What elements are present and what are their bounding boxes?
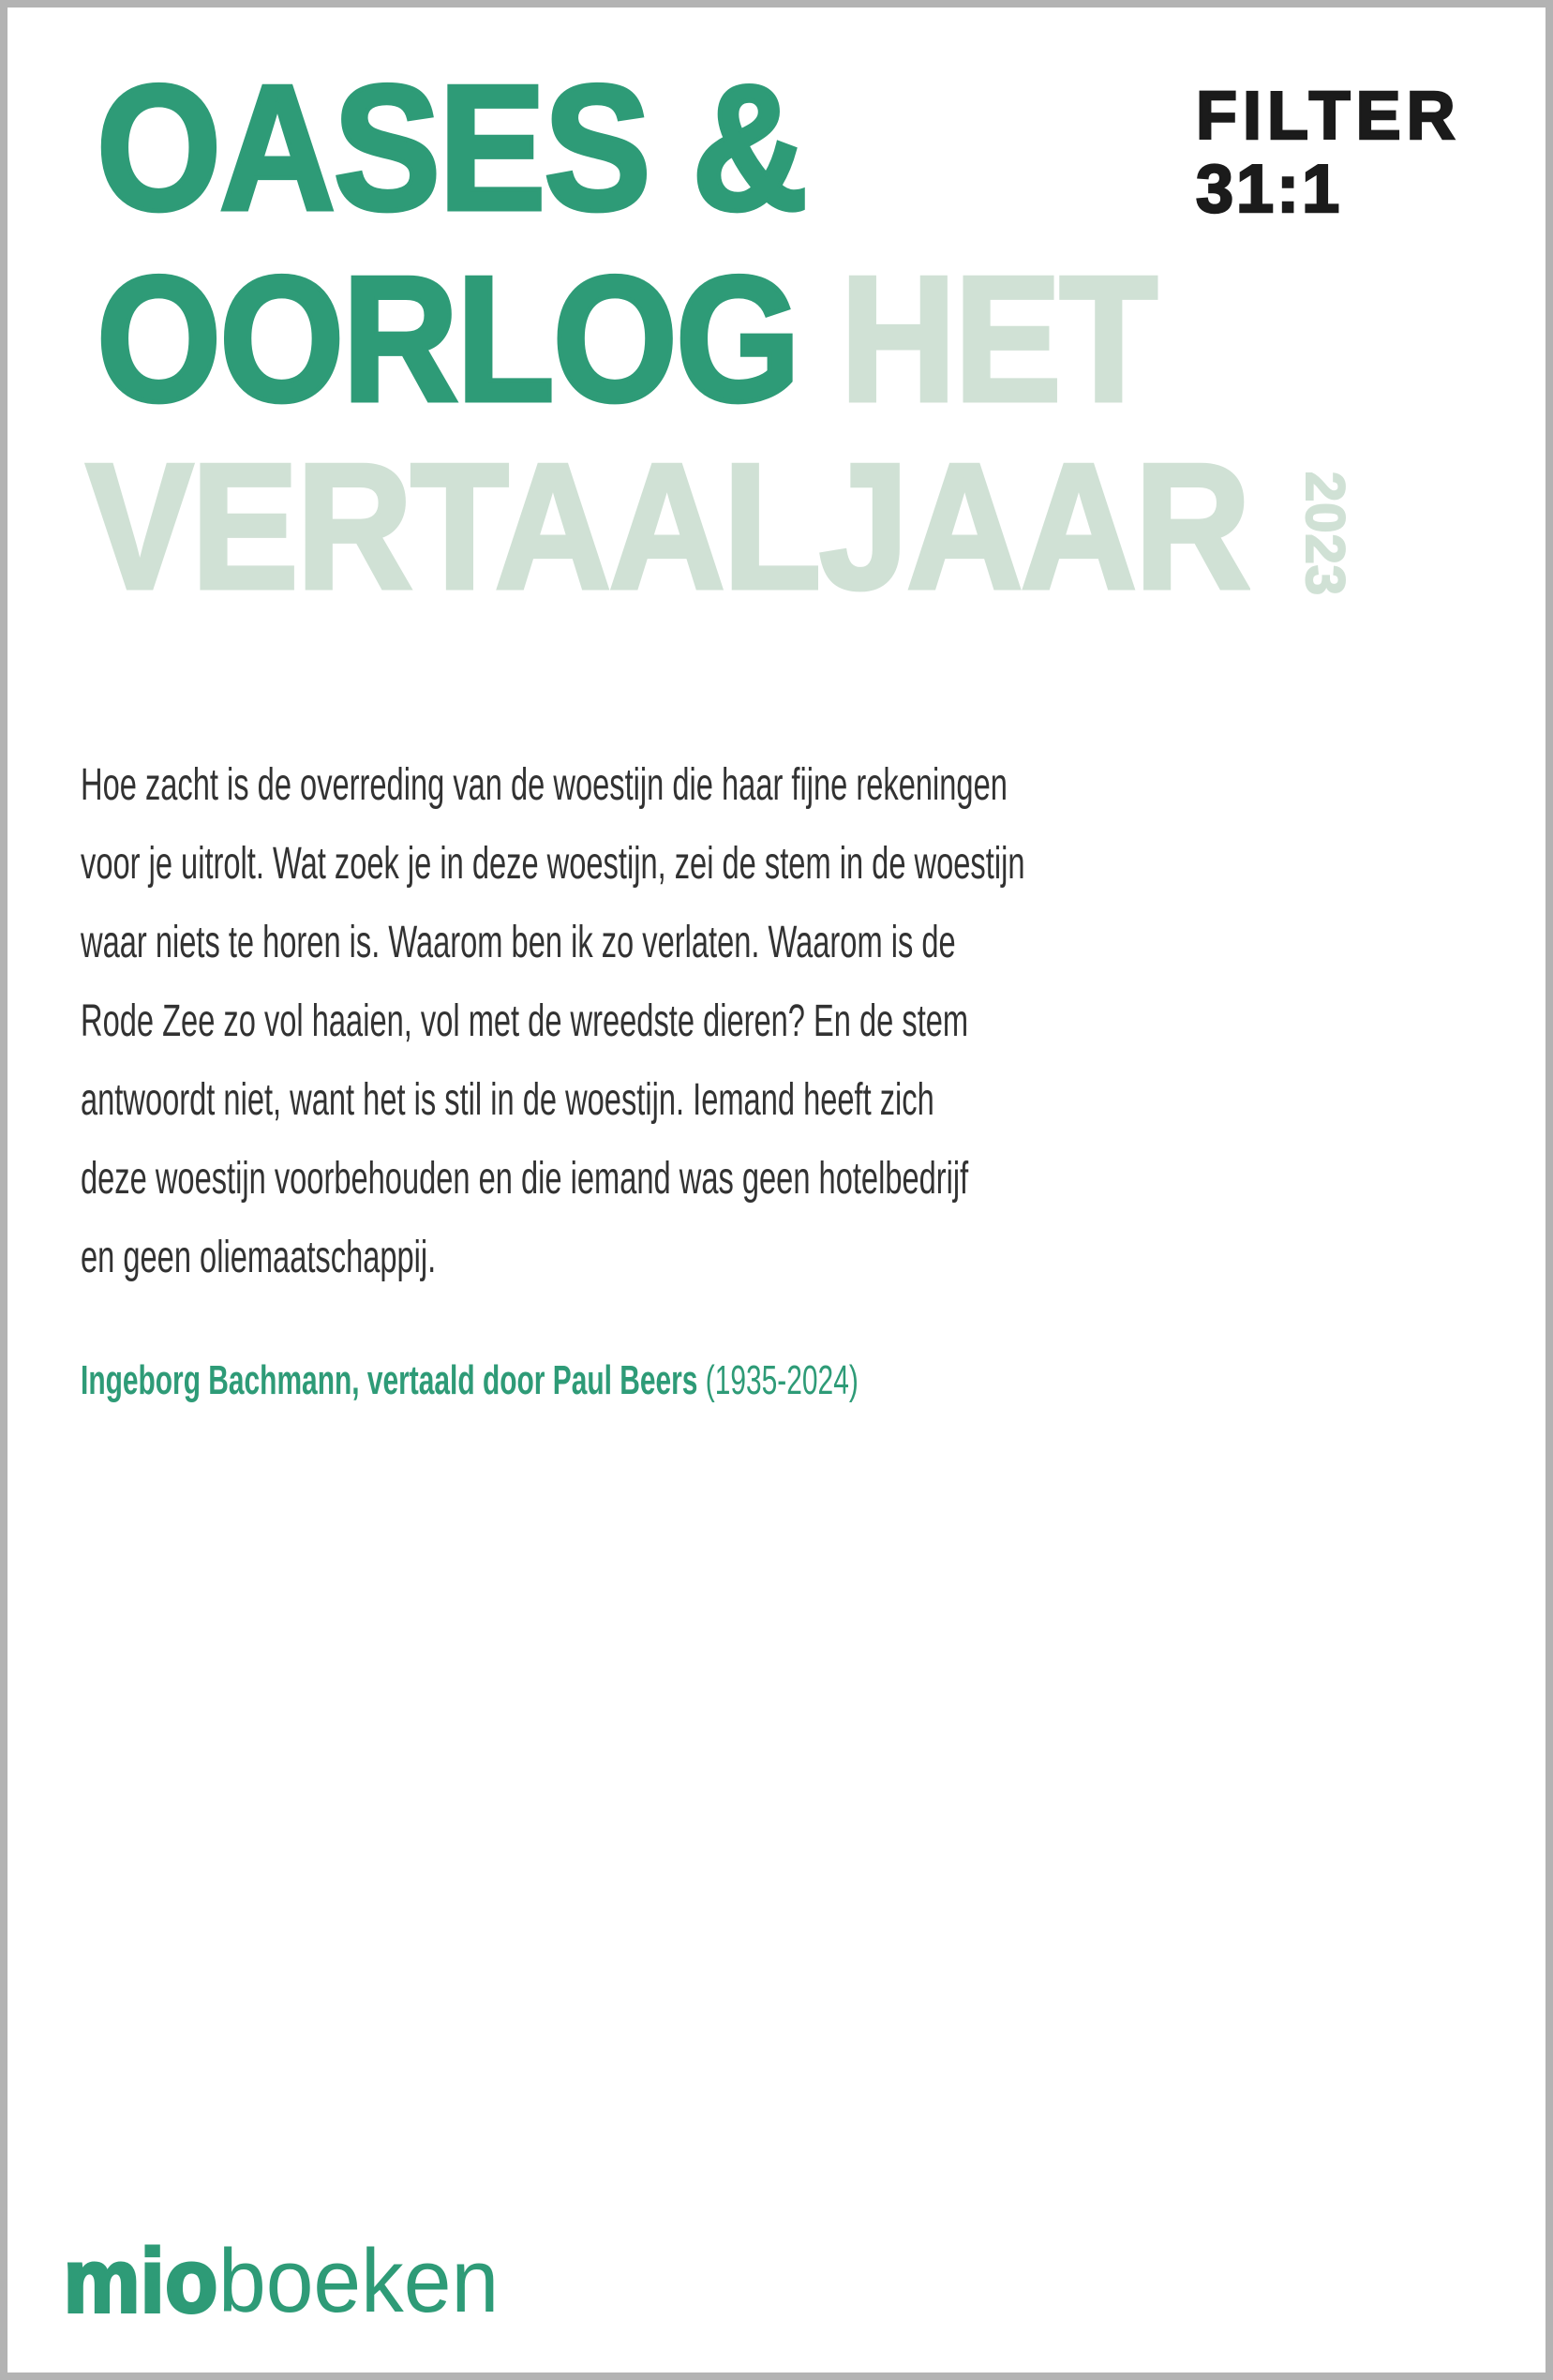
excerpt-paragraph bbox=[81, 746, 1470, 1297]
attribution-years: (1935-2024) bbox=[705, 1357, 859, 1403]
publisher-logo-boeken: boeken bbox=[217, 2231, 500, 2331]
excerpt-line: Hoe zacht is de overreding van de woestijn die haar fijne rekeningen bbox=[81, 760, 1008, 810]
title-line-2-light: HET bbox=[840, 240, 1157, 439]
excerpt-line: Rode Zee zo vol haaien, vol met de wreedste dieren? En de stem bbox=[81, 996, 969, 1046]
title-line-3-text: VERTAALJAAR bbox=[86, 427, 1249, 626]
excerpt-line: deze woestijn voorbehouden en die iemand was geen hotelbedrijf bbox=[81, 1154, 969, 1204]
title-line-3 bbox=[86, 427, 1249, 626]
title-line-2-dark: OORLOG bbox=[97, 240, 799, 439]
title-line-1 bbox=[97, 49, 807, 247]
title-year: 2023 bbox=[1294, 472, 1355, 597]
title-line-1-text: OASES & bbox=[97, 49, 807, 247]
publisher-logo bbox=[64, 2231, 500, 2331]
excerpt-line: antwoordt niet, want het is stil in de woestijn. Iemand heeft zich bbox=[81, 1075, 934, 1125]
excerpt-line: waar niets te horen is. Waarom ben ik zo verlaten. Waarom is de bbox=[81, 918, 956, 967]
excerpt-line: en geen oliemaatschappij. bbox=[81, 1233, 437, 1282]
attribution bbox=[81, 1357, 859, 1405]
masthead-title: FILTER bbox=[1196, 79, 1461, 154]
attribution-name: Ingeborg Bachmann, vertaald door Paul Beers bbox=[81, 1357, 698, 1403]
publisher-logo-mio: mio bbox=[64, 2231, 218, 2331]
masthead bbox=[1196, 80, 1461, 226]
masthead-issue: 31:1 bbox=[1196, 152, 1343, 227]
excerpt-line: voor je uitrolt. Wat zoek je in deze woestijn, zei de stem in de woestijn bbox=[81, 839, 1025, 889]
title-line-2 bbox=[97, 240, 1157, 439]
